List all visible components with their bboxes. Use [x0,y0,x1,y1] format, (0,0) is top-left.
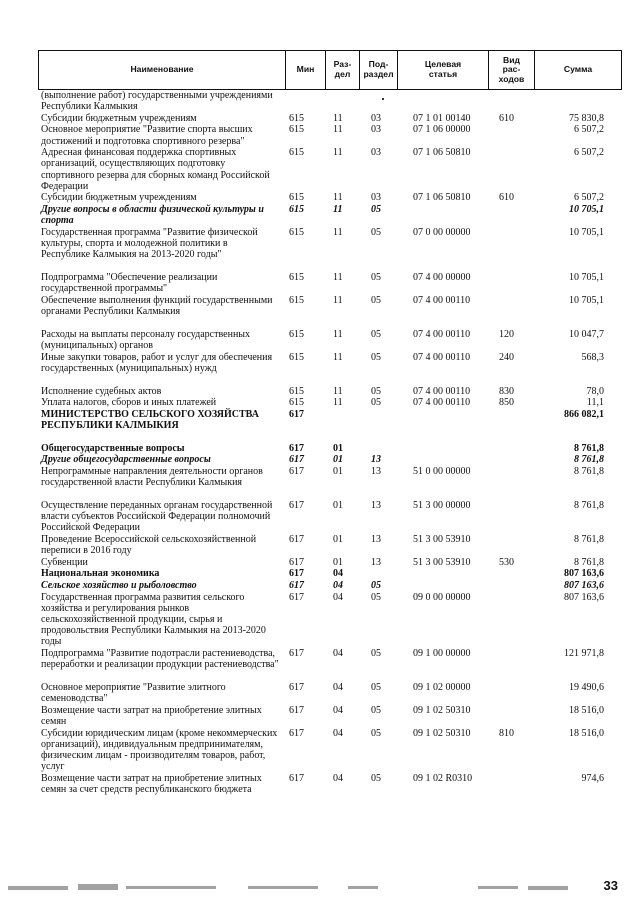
cell-vid: 810 [499,727,514,739]
cell-razdel: 01 [333,466,343,477]
cell-name: Возмещение части затрат на приобретение элитных семян [41,704,262,727]
cell-celevaya: 07 1 06 00000 [413,124,471,136]
header-summa: Сумма [534,51,621,89]
cell-min: 617 [289,682,304,693]
cell-vid: 830 [499,385,514,397]
cell-podrazdel: 03 [371,112,381,124]
cell-min: 617 [289,466,304,477]
cell-vid: 120 [499,328,514,340]
table-header [38,50,622,90]
cell-razdel: 01 [333,534,343,545]
cell-min: 617 [289,454,304,466]
cell-razdel: 11 [333,385,343,397]
table-row [0,192,640,203]
cell-summa: 974,6 [581,772,604,784]
cell-name: Непрограммные направления деятельности органов государственной власти Республики Калмыкия [41,466,263,489]
table-row [0,113,640,124]
cell-celevaya: 09 1 02 R0310 [413,772,473,784]
cell-min: 617 [289,556,304,568]
table-row [0,592,640,648]
cell-celevaya: 09 0 00 00000 [413,591,471,603]
cell-summa: 8 761,8 [574,442,604,454]
cell-name: Другие общегосударственные вопросы [41,454,211,466]
cell-name: Основное мероприятие "Развитие элитного семеноводства" [41,682,226,705]
cell-min: 615 [289,294,304,306]
table-row [0,648,640,682]
cell-min: 617 [289,727,304,739]
cell-summa: 8 761,8 [574,534,604,545]
cell-name: Национальная экономика [41,568,160,580]
cell-name: Субвенции [41,556,88,568]
cell-razdel: 01 [333,500,343,511]
table-row [0,682,640,704]
cell-summa: 10 047,7 [569,328,604,340]
cell-min: 615 [289,226,304,238]
cell-podrazdel: 03 [371,147,381,159]
cell-vid: 610 [499,112,514,124]
header-celevaya: Целевая статья [397,51,488,89]
cell-razdel: 04 [333,591,343,603]
header-razdel: Раз- дел [325,51,359,89]
cell-min: 617 [289,568,304,580]
cell-vid: 610 [499,192,514,204]
table-row [0,90,640,112]
cell-celevaya: 07 4 00 00000 [413,272,471,283]
cell-name: (выполнение работ) государственными учреждениями Республики Калмыкия [41,90,273,113]
cell-podrazdel: 05 [371,682,381,693]
cell-summa: 78,0 [586,385,604,397]
cell-min: 615 [289,397,304,409]
cell-min: 615 [289,385,304,397]
table-row [0,295,640,329]
cell-podrazdel: 05 [371,648,381,659]
cell-min: 615 [289,147,304,159]
cell-summa: 8 761,8 [574,466,604,477]
cell-name: МИНИСТЕРСТВО СЕЛЬСКОГО ХОЗЯЙСТВА РЕСПУБЛИКИ КАЛМЫКИЯ [41,408,259,431]
cell-min: 617 [289,591,304,603]
cell-podrazdel: 05 [371,226,381,238]
cell-celevaya: 51 0 00 00000 [413,466,471,477]
cell-summa: 18 516,0 [569,727,604,739]
cell-celevaya: 07 4 00 00110 [413,351,471,363]
cell-min: 615 [289,124,304,136]
cell-vid: 850 [499,397,514,409]
cell-podrazdel: 05 [371,272,381,283]
cell-podrazdel: 03 [371,124,381,136]
cell-name: Расходы на выплаты персоналу государственных (муниципальных) органов [41,328,251,351]
cell-name: Уплата налогов, сборов и иных платежей [41,397,217,409]
cell-name: Исполнение судебных актов [41,385,162,397]
header-min: Мин [285,51,325,89]
cell-podrazdel: 05 [371,772,381,784]
cell-celevaya: 09 1 00 00000 [413,648,471,659]
cell-razdel: 04 [333,772,343,784]
table-row [0,397,640,408]
cell-name: Общегосударственные вопросы [41,442,185,454]
cell-min: 617 [289,534,304,545]
table-row [0,557,640,568]
cell-podrazdel: 05 [371,328,381,340]
header-vid: Вид рас- ходов [488,51,534,89]
table-row [0,147,640,192]
table-row [0,500,640,534]
cell-summa: 568,3 [581,351,604,363]
table-row [0,466,640,500]
cell-razdel: 01 [333,442,343,454]
cell-name: Субсидии бюджетным учреждениям [41,112,197,124]
cell-summa: 807 163,6 [564,568,604,580]
cell-celevaya: 07 4 00 00110 [413,328,471,340]
cell-celevaya: 51 3 00 00000 [413,500,471,511]
table-row [0,227,640,272]
cell-podrazdel: 05 [371,727,381,739]
cell-name: Обеспечение выполнения функций государственными органами Республики Калмыкия [41,294,273,317]
cell-razdel: 11 [333,272,343,283]
table-row [0,352,640,386]
cell-razdel: 04 [333,568,343,580]
cell-vid: 530 [499,556,514,568]
table-row [0,124,640,146]
cell-name: Иные закупки товаров, работ и услуг для обеспечения государственных (муниципальных) нужд [41,351,273,374]
cell-min: 615 [289,204,304,215]
cell-celevaya: 09 1 02 50310 [413,727,471,739]
cell-name: Государственная программа "Развитие физической культуры, спорта и молодежной политики в Республике Калмыкия на 2013-2020 годы" [41,226,258,261]
cell-summa: 19 490,6 [569,682,604,693]
cell-summa: 807 163,6 [564,591,604,603]
cell-name: Сельское хозяйство и рыболовство [41,580,197,591]
table-row [0,443,640,454]
cell-summa: 121 971,8 [564,648,604,659]
cell-min: 617 [289,442,304,454]
cell-name: Государственная программа развития сельского хозяйства и регулирования рынков сельскохозяйственной продукции, сырья и продовольствия Республики Калмыкия на 2013-2020 годы [41,591,266,648]
cell-name: Подпрограмма "Обеспечение реализации государственной программы" [41,272,218,295]
table-row [0,329,640,351]
cell-min: 615 [289,351,304,363]
cell-min: 615 [289,328,304,340]
table-row [0,705,640,727]
cell-podrazdel: 05 [371,397,381,409]
table-row [0,204,640,226]
header-name: Наименование [130,64,194,75]
cell-name: Основное мероприятие "Развитие спорта высших достижений и подготовка спортивного резерва" [41,124,253,147]
cell-razdel: 04 [333,727,343,739]
cell-razdel: 11 [333,147,343,159]
cell-summa: 18 516,0 [569,704,604,716]
cell-min: 615 [289,192,304,204]
header-podrazdel: Под- раздел [359,51,397,89]
cell-celevaya: 07 1 06 50810 [413,192,471,204]
page-number: 33 [603,878,618,893]
cell-podrazdel: 13 [371,500,381,511]
cell-podrazdel: 05 [371,294,381,306]
cell-summa: 8 761,8 [574,500,604,511]
table-row [0,534,640,556]
cell-celevaya: 09 1 02 50310 [413,704,471,716]
cell-name: Подпрограмма "Развитие подотрасли растениеводства, переработки и реализации продукции растениеводства" [41,648,279,671]
cell-razdel: 11 [333,294,343,306]
cell-summa: 10 705,1 [569,272,604,283]
cell-razdel: 04 [333,704,343,716]
cell-summa: 10 705,1 [569,226,604,238]
cell-razdel: 11 [333,192,343,204]
cell-podrazdel: 13 [371,534,381,545]
cell-celevaya: 07 4 00 00110 [413,397,471,409]
cell-min: 617 [289,704,304,716]
cell-min: 615 [289,272,304,283]
cell-podrazdel: 05 [371,580,381,591]
table-row [0,272,640,294]
cell-podrazdel: 05 [371,351,381,363]
cell-razdel: 11 [333,204,343,215]
cell-summa: 8 761,8 [574,454,604,466]
cell-podrazdel: 05 [371,704,381,716]
cell-name: Осуществление переданных органам государственной власти субъектов Российской Федерации полномочий Российской Федерации [41,500,273,534]
cell-summa: 6 507,2 [574,147,604,159]
cell-min: 617 [289,408,304,420]
cell-razdel: 11 [333,351,343,363]
cell-summa: 6 507,2 [574,192,604,204]
cell-razdel: 01 [333,454,343,466]
table-row [0,728,640,773]
cell-min: 617 [289,500,304,511]
cell-podrazdel: 05 [371,204,381,215]
cell-summa: 75 830,8 [569,112,604,124]
cell-podrazdel: 05 [371,591,381,603]
cell-celevaya: 51 3 00 53910 [413,534,471,545]
cell-name: Другие вопросы в области физической культуры и спорта [41,204,264,227]
scan-noise-footer [8,880,632,896]
cell-summa: 807 163,6 [564,580,604,591]
cell-name: Субсидии бюджетным учреждениям [41,192,197,204]
cell-podrazdel: 05 [371,385,381,397]
cell-podrazdel: 13 [371,556,381,568]
cell-vid: 240 [499,351,514,363]
cell-min: 617 [289,648,304,659]
cell-summa: 8 761,8 [574,556,604,568]
cell-summa: 10 705,1 [569,294,604,306]
table-row [0,773,640,807]
cell-podrazdel: 03 [371,192,381,204]
cell-razdel: 04 [333,580,343,591]
cell-summa: 11,1 [586,397,604,409]
cell-min: 617 [289,580,304,591]
cell-razdel: 11 [333,226,343,238]
cell-min: 617 [289,772,304,784]
cell-summa: 6 507,2 [574,124,604,136]
cell-celevaya: 07 1 01 00140 [413,112,471,124]
cell-razdel: 11 [333,328,343,340]
cell-razdel: 11 [333,112,343,124]
table-row [0,454,640,465]
cell-celevaya: 07 4 00 00110 [413,385,471,397]
cell-celevaya: 09 1 02 00000 [413,682,471,693]
cell-razdel: 11 [333,124,343,136]
cell-celevaya: 07 0 00 00000 [413,226,471,238]
cell-razdel: 11 [333,397,343,409]
cell-razdel: 01 [333,556,343,568]
cell-min: 615 [289,112,304,124]
cell-summa: 866 082,1 [564,408,604,420]
cell-summa: 10 705,1 [569,204,604,215]
cell-name: Возмещение части затрат на приобретение элитных семян за счет средств республиканского бюджета [41,772,262,795]
cell-celevaya: 07 4 00 00110 [413,294,471,306]
table-row [0,409,640,443]
cell-razdel: 04 [333,648,343,659]
cell-razdel: 04 [333,682,343,693]
table-row [0,386,640,397]
cell-podrazdel: 13 [371,454,381,466]
cell-podrazdel: 13 [371,466,381,477]
table-row [0,580,640,591]
cell-celevaya: 07 1 06 50810 [413,147,471,159]
cell-celevaya: 51 3 00 53910 [413,556,471,568]
cell-name: Субсидии юридическим лицам (кроме некоммерческих организаций), индивидуальным предпринимателям, физическим лицам - производителям товаров, работ, услуг [41,727,278,773]
table-row [0,568,640,579]
cell-name: Проведение Всероссийской сельскохозяйственной переписи в 2016 году [41,534,257,557]
cell-name: Адресная финансовая поддержка спортивных организаций, осуществляющих подготовку спортивного резерва для сборных команд Российской Федерации [41,147,270,192]
